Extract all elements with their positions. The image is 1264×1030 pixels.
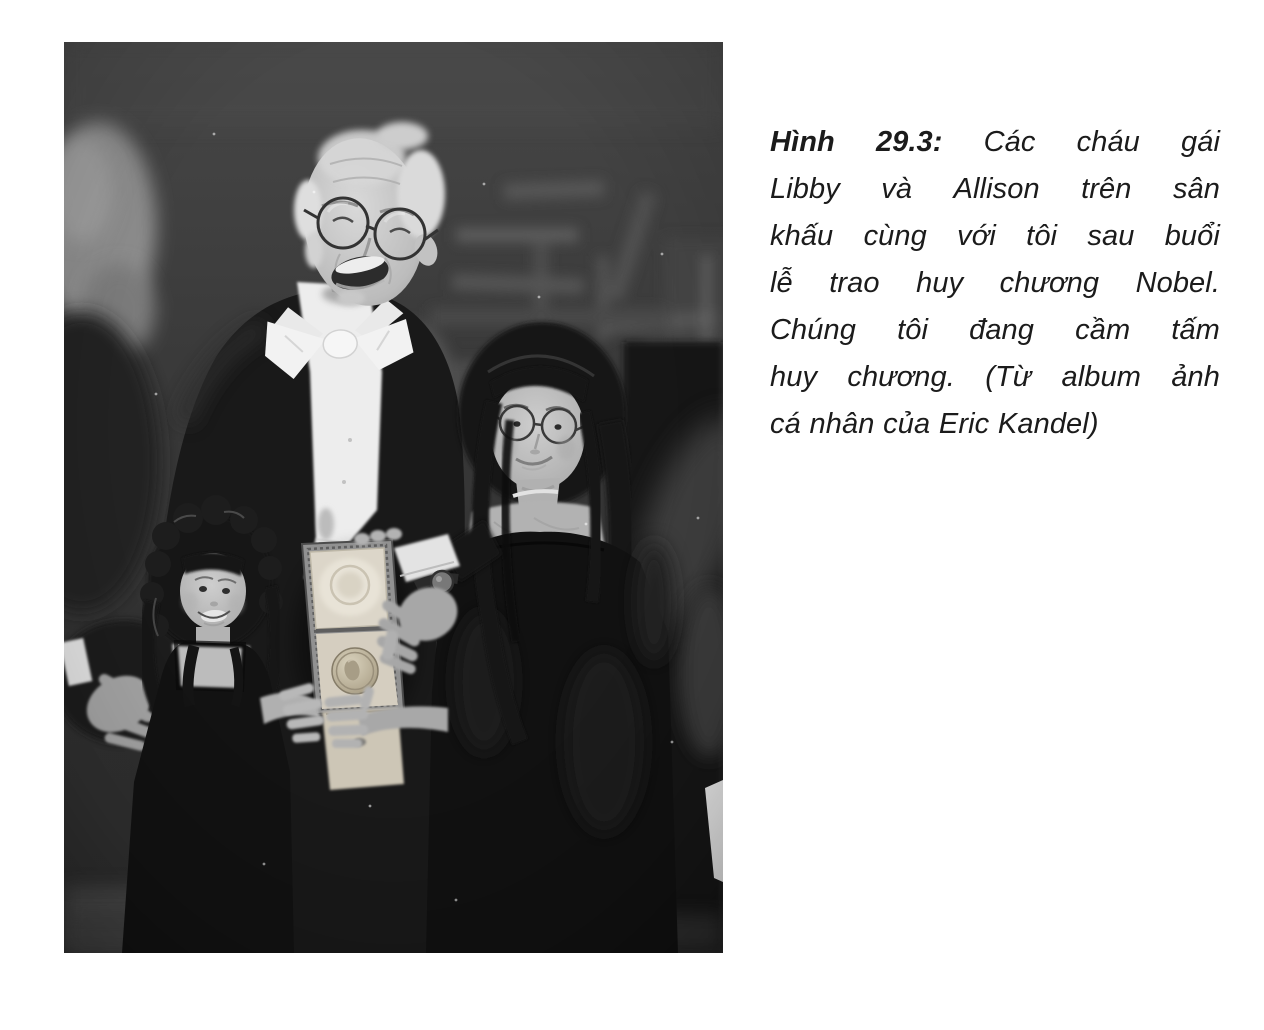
caption-word: chương — [999, 267, 1100, 299]
caption-word: và — [881, 173, 913, 205]
caption-word: của — [883, 408, 931, 440]
caption-line — [770, 354, 1220, 401]
caption-line — [770, 307, 1220, 354]
caption-line — [770, 260, 1220, 307]
caption-word: cá — [770, 408, 801, 440]
caption-word: Nobel. — [1135, 267, 1220, 299]
caption-word: khấu — [770, 220, 834, 252]
caption-line — [770, 401, 1220, 448]
caption-label-word: Hình — [770, 126, 835, 158]
caption-word: buổi — [1164, 220, 1220, 252]
caption-word: cầm — [1075, 314, 1131, 346]
caption-word: tấm — [1171, 314, 1220, 346]
photo-vignette — [64, 42, 723, 953]
caption-word: sau — [1087, 220, 1135, 252]
caption-word: đang — [969, 314, 1035, 346]
figure-caption-lines — [770, 119, 1220, 448]
photo-artwork — [64, 42, 723, 953]
caption-word: Các — [983, 126, 1036, 158]
caption-word: chương. — [847, 361, 955, 393]
caption-word: (Từ — [985, 361, 1032, 393]
caption-word: sân — [1172, 173, 1220, 205]
caption-word: trên — [1081, 173, 1132, 205]
caption-line — [770, 119, 1220, 166]
caption-word: Kandel) — [997, 408, 1099, 440]
caption-word: trao — [829, 267, 880, 299]
caption-word: Eric — [938, 408, 990, 440]
caption-word: tôi — [897, 314, 928, 346]
caption-word: album — [1061, 361, 1142, 393]
caption-word: nhân — [809, 408, 875, 440]
caption-word: Allison — [953, 173, 1040, 205]
caption-line — [770, 213, 1220, 260]
caption-word: huy — [770, 361, 818, 393]
caption-line — [770, 166, 1220, 213]
caption-word: cùng — [863, 220, 927, 252]
caption-word: gái — [1181, 126, 1220, 158]
figure-caption — [770, 119, 1220, 448]
caption-word: tôi — [1026, 220, 1058, 252]
caption-label-word: 29.3: — [875, 126, 943, 158]
caption-word: với — [957, 220, 996, 252]
caption-word: lễ — [770, 267, 793, 299]
nobel-ceremony-photo — [64, 42, 723, 953]
caption-word: ảnh — [1171, 361, 1220, 393]
caption-word: huy — [916, 267, 964, 299]
caption-word: Libby — [770, 173, 840, 205]
caption-word: Chúng — [770, 314, 856, 346]
caption-word: cháu — [1076, 126, 1140, 158]
